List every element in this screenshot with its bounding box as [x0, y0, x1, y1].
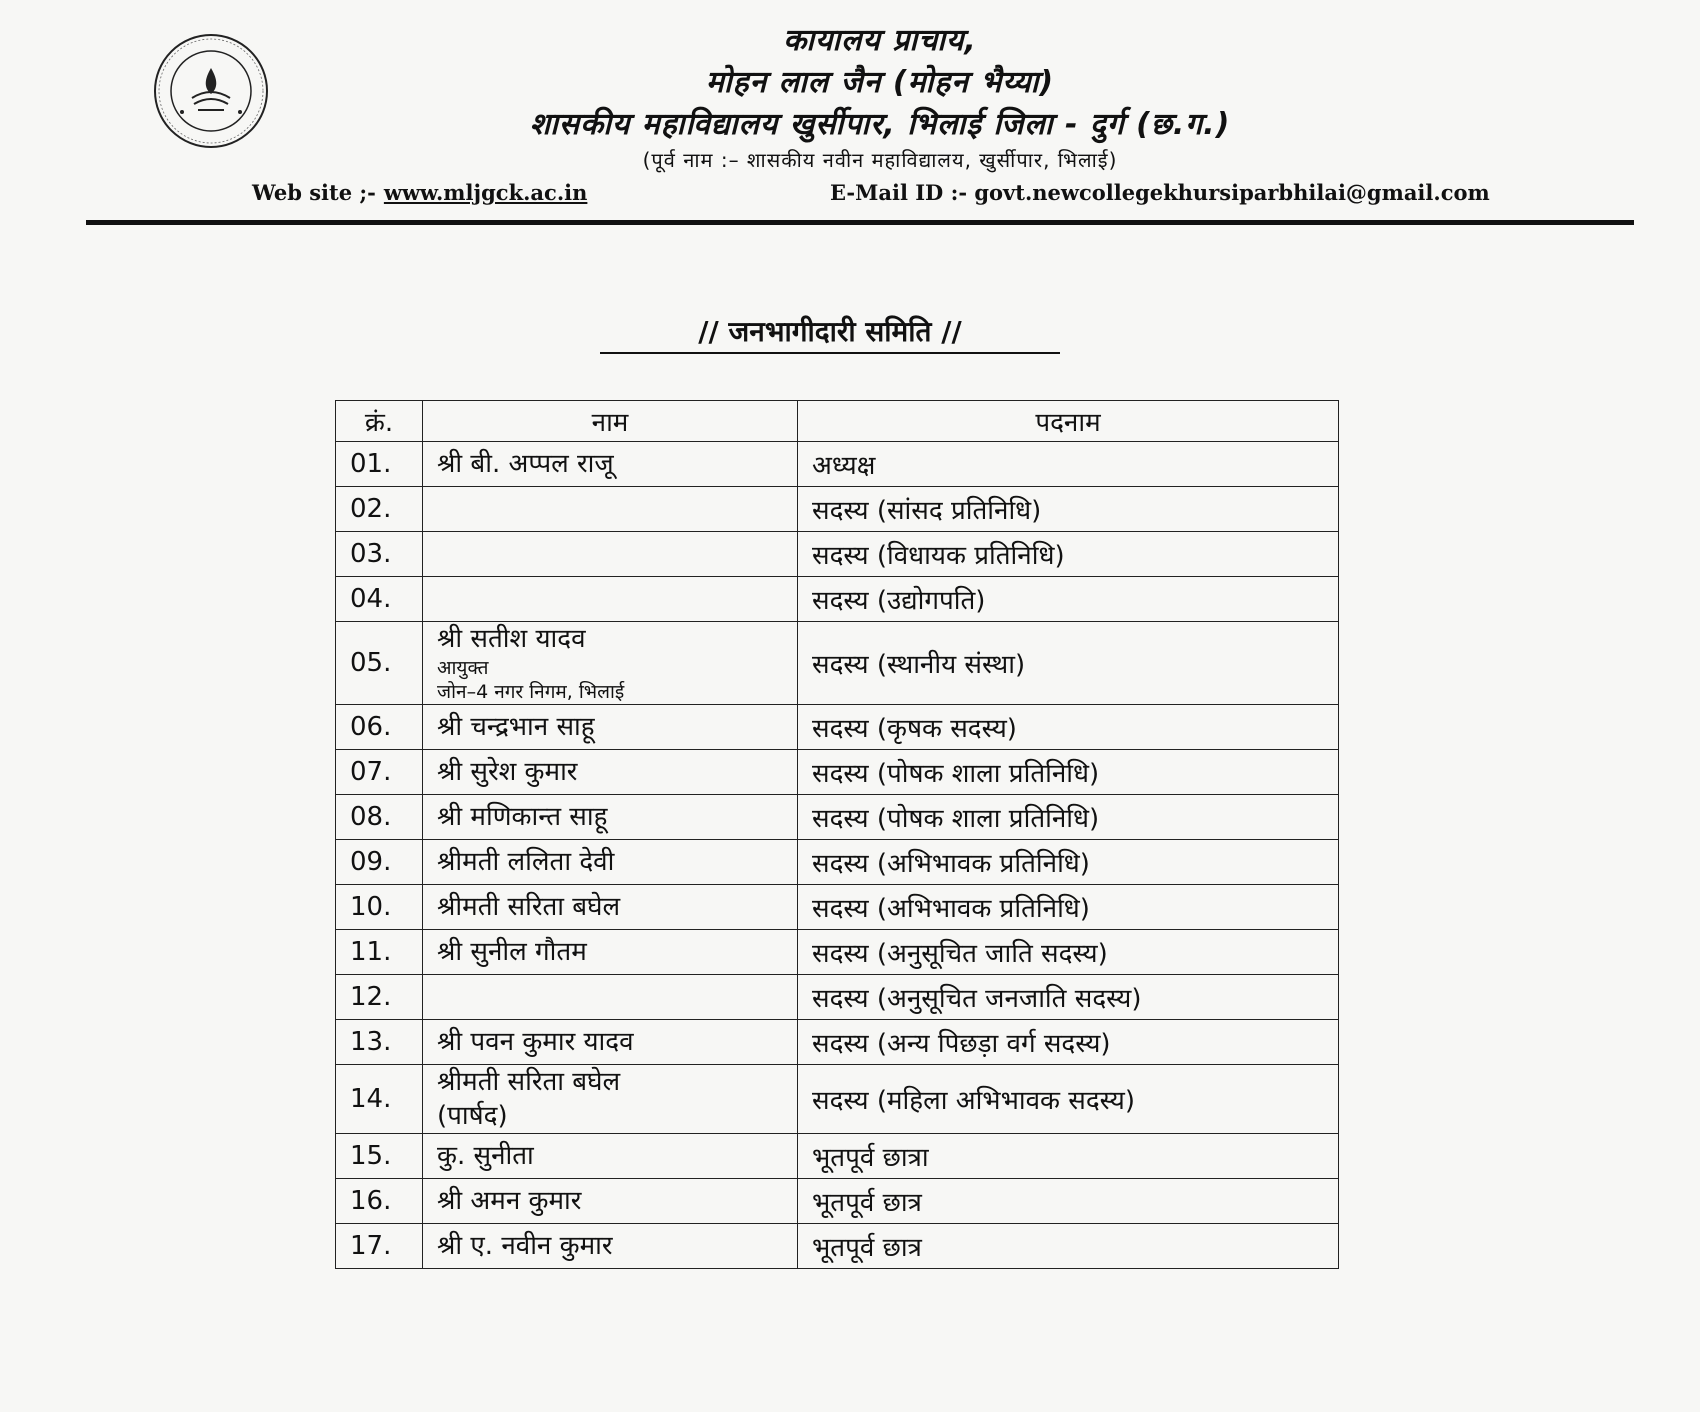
committee-table-wrapper — [335, 400, 1339, 1269]
designation-cell: भूतपूर्व छात्रा — [798, 1134, 1339, 1179]
table-row — [336, 1020, 1339, 1065]
name-cell — [423, 1020, 798, 1065]
designation-cell: भूतपूर्व छात्र — [798, 1224, 1339, 1269]
designation-cell: सदस्य (उद्योगपति) — [798, 577, 1339, 622]
member-name: श्रीमती सरिता बघेल — [437, 892, 621, 922]
name-cell — [423, 795, 798, 840]
serial-cell: 02. — [336, 487, 423, 532]
name-cell — [423, 1065, 798, 1134]
serial-cell: 15. — [336, 1134, 423, 1179]
serial-cell: 10. — [336, 885, 423, 930]
serial-cell: 06. — [336, 705, 423, 750]
member-name: श्री मणिकान्त साहू — [437, 802, 608, 832]
member-name-detail: (पार्षद) — [437, 1101, 508, 1131]
header-name: नाम — [423, 401, 798, 442]
name-cell — [423, 975, 798, 1020]
designation-cell: सदस्य (अभिभावक प्रतिनिधि) — [798, 885, 1339, 930]
table-row — [336, 930, 1339, 975]
name-cell — [423, 1179, 798, 1224]
serial-cell: 03. — [336, 532, 423, 577]
designation-cell: सदस्य (पोषक शाला प्रतिनिधि) — [798, 750, 1339, 795]
table-header-row — [336, 401, 1339, 442]
serial-cell: 17. — [336, 1224, 423, 1269]
table-row — [336, 885, 1339, 930]
serial-cell: 09. — [336, 840, 423, 885]
name-cell — [423, 577, 798, 622]
table-row — [336, 840, 1339, 885]
member-name: श्री पवन कुमार यादव — [437, 1027, 634, 1057]
designation-cell: सदस्य (अभिभावक प्रतिनिधि) — [798, 840, 1339, 885]
designation-cell: सदस्य (कृषक सदस्य) — [798, 705, 1339, 750]
serial-cell: 01. — [336, 442, 423, 487]
table-row — [336, 1179, 1339, 1224]
designation-cell: सदस्य (पोषक शाला प्रतिनिधि) — [798, 795, 1339, 840]
table-row — [336, 442, 1339, 487]
table-row — [336, 1134, 1339, 1179]
serial-cell: 04. — [336, 577, 423, 622]
name-cell — [423, 750, 798, 795]
member-name: श्री सतीश यादव — [437, 624, 586, 654]
member-name: श्री सुनील गौतम — [437, 937, 587, 967]
member-name-detail: जोन–4 नगर निगम, भिलाई — [437, 681, 625, 703]
name-cell — [423, 1224, 798, 1269]
table-row — [336, 577, 1339, 622]
website-line — [252, 180, 587, 205]
serial-cell: 14. — [336, 1065, 423, 1134]
serial-cell: 08. — [336, 795, 423, 840]
name-cell — [423, 705, 798, 750]
college-name: शासकीय महाविद्यालय खुर्सीपार, भिलाई जिला - दुर्ग (छ.ग.) — [529, 107, 1231, 142]
designation-cell: भूतपूर्व छात्र — [798, 1179, 1339, 1224]
designation-cell: सदस्य (विधायक प्रतिनिधि) — [798, 532, 1339, 577]
member-name: श्री सुरेश कुमार — [437, 757, 578, 787]
name-cell — [423, 487, 798, 532]
table-row — [336, 622, 1339, 705]
designation-cell: सदस्य (सांसद प्रतिनिधि) — [798, 487, 1339, 532]
member-name: कु. सुनीता — [437, 1141, 534, 1171]
table-row — [336, 795, 1339, 840]
header-divider — [86, 220, 1634, 225]
table-row — [336, 1224, 1339, 1269]
member-name: श्री ए. नवीन कुमार — [437, 1231, 613, 1261]
table-row — [336, 750, 1339, 795]
name-cell — [423, 930, 798, 975]
table-row — [336, 975, 1339, 1020]
member-name: श्रीमती सरिता बघेल — [437, 1067, 621, 1097]
designation-cell: सदस्य (महिला अभिभावक सदस्य) — [798, 1065, 1339, 1134]
serial-cell: 13. — [336, 1020, 423, 1065]
designation-cell: सदस्य (अनुसूचित जनजाति सदस्य) — [798, 975, 1339, 1020]
table-row — [336, 532, 1339, 577]
committee-title: // जनभागीदारी समिति // — [600, 312, 1060, 354]
name-cell — [423, 442, 798, 487]
serial-cell: 11. — [336, 930, 423, 975]
member-name: श्रीमती ललिता देवी — [437, 847, 615, 877]
office-title: कायालय प्राचाय, — [783, 23, 977, 58]
website-link[interactable]: www.mljgck.ac.in — [383, 180, 588, 205]
serial-cell: 07. — [336, 750, 423, 795]
member-name: श्री बी. अप्पल राजू — [437, 449, 614, 479]
table-row — [336, 487, 1339, 532]
header-serial: क्रं. — [336, 401, 423, 442]
member-name: श्री चन्द्रभान साहू — [437, 712, 595, 742]
designation-cell: अध्यक्ष — [798, 442, 1339, 487]
name-cell — [423, 840, 798, 885]
website-label: Web site ;- — [252, 180, 376, 205]
email-line: E-Mail ID :- govt.newcollegekhursiparbhilai@gmail.com — [830, 180, 1490, 205]
table-row — [336, 705, 1339, 750]
name-cell — [423, 532, 798, 577]
serial-cell: 12. — [336, 975, 423, 1020]
former-name: (पूर्व नाम :– शासकीय नवीन महाविद्यालय, खुर्सीपार, भिलाई) — [642, 148, 1118, 172]
designation-cell: सदस्य (अनुसूचित जाति सदस्य) — [798, 930, 1339, 975]
name-cell — [423, 885, 798, 930]
table-row — [336, 1065, 1339, 1134]
member-name-detail: आयुक्त — [437, 657, 489, 679]
table-body — [336, 442, 1339, 1269]
member-name: श्री अमन कुमार — [437, 1186, 582, 1216]
designation-cell: सदस्य (स्थानीय संस्था) — [798, 622, 1339, 705]
header-designation: पदनाम — [798, 401, 1339, 442]
name-cell — [423, 1134, 798, 1179]
college-patron-name: मोहन लाल जैन (मोहन भैय्या) — [705, 65, 1055, 100]
name-cell — [423, 622, 798, 705]
designation-cell: सदस्य (अन्य पिछड़ा वर्ग सदस्य) — [798, 1020, 1339, 1065]
committee-table — [335, 400, 1339, 1269]
serial-cell: 16. — [336, 1179, 423, 1224]
serial-cell: 05. — [336, 622, 423, 705]
